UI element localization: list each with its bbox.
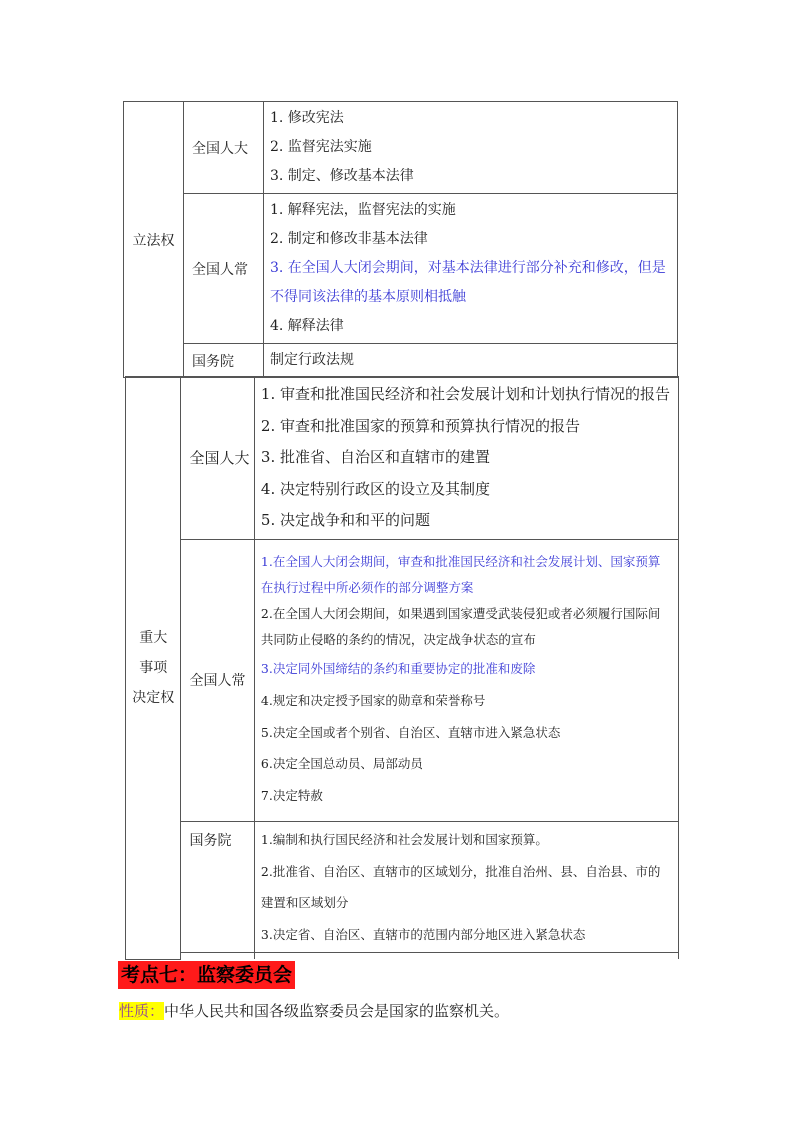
empty-cell xyxy=(181,953,254,960)
list-item: 4.规定和决定授予国家的勋章和荣誉称号 xyxy=(260,693,486,709)
list-item: 1.编制和执行国民经济和社会发展计划和国家预算。 xyxy=(260,831,548,847)
items-cell xyxy=(254,821,678,952)
list-item: 3. 批准省、自治区和直辖市的建置 xyxy=(260,448,490,467)
org-cell: 全国人常 xyxy=(181,539,254,821)
org-cell: 全国人大 xyxy=(181,377,254,540)
major-decision-power-table xyxy=(125,376,679,960)
items-cell xyxy=(264,344,678,378)
legislative-power-table xyxy=(123,101,678,378)
list-item: 1. 审查和批准国民经济和社会发展计划和计划执行情况的报告 xyxy=(260,385,670,403)
nature-text: 中华人民共和国各级监察委员会是国家的监察机关。 xyxy=(164,1002,510,1020)
list-item: 2.在全国人大闭会期间，如果遇到国家遭受武装侵犯或者必须履行国际间共同防止侵略的条约的情况，决定战争状态的宣布 xyxy=(260,606,661,648)
list-item: 3. 在全国人大闭会期间，对基本法律进行部分补充和修改，但是不得同该法律的基本原则相抵触 xyxy=(270,260,666,305)
category-line: 决定权 xyxy=(132,689,175,706)
items-cell xyxy=(254,377,678,540)
list-item: 3.决定同外国缔结的条约和重要协定的批准和废除 xyxy=(260,661,536,677)
list-item: 6.决定全国总动员、局部动员 xyxy=(260,756,423,772)
category-cell: 立法权 xyxy=(124,102,184,378)
list-item: 2. 审查和批准国家的预算和预算执行情况的报告 xyxy=(260,416,580,435)
list-item: 2.批准省、自治区、直辖市的区域划分，批准自治州、县、自治县、市的建置和区域划分 xyxy=(260,863,661,911)
category-line: 事项 xyxy=(139,659,168,676)
section-title: 考点七：监察委员会 xyxy=(118,961,295,989)
category-cell xyxy=(126,377,181,960)
list-item: 3. 制定、修改基本法律 xyxy=(270,168,414,184)
nature-label: 性质： xyxy=(119,1002,165,1020)
list-item: 3.决定省、自治区、直辖市的范围内部分地区进入紧急状态 xyxy=(260,926,586,942)
list-item: 制定行政法规 xyxy=(270,352,354,368)
nature-line xyxy=(119,1000,509,1022)
list-item: 1. 修改宪法 xyxy=(270,110,344,126)
items-cell xyxy=(254,539,678,821)
list-item: 1.在全国人大闭会期间，审查和批准国民经济和社会发展计划、国家预算在执行过程中所必须作的部分调整方案 xyxy=(260,554,661,596)
org-cell: 全国人常 xyxy=(184,194,264,344)
org-cell: 全国人大 xyxy=(184,102,264,194)
items-cell xyxy=(264,194,678,344)
list-item: 5. 决定战争和和平的问题 xyxy=(260,511,430,530)
list-item: 2. 制定和修改非基本法律 xyxy=(270,231,428,247)
org-cell: 国务院 xyxy=(181,821,254,952)
org-cell: 国务院 xyxy=(184,344,264,378)
list-item: 1. 解释宪法，监督宪法的实施 xyxy=(270,202,456,218)
empty-cell xyxy=(254,953,678,960)
list-item: 2. 监督宪法实施 xyxy=(270,139,372,155)
list-item: 5.决定全国或者个别省、自治区、直辖市进入紧急状态 xyxy=(260,724,561,740)
items-cell xyxy=(264,102,678,194)
list-item: 4. 决定特别行政区的设立及其制度 xyxy=(260,479,490,498)
category-line: 重大 xyxy=(139,629,168,646)
list-item: 7.决定特赦 xyxy=(260,787,323,803)
list-item: 4. 解释法律 xyxy=(270,318,344,334)
